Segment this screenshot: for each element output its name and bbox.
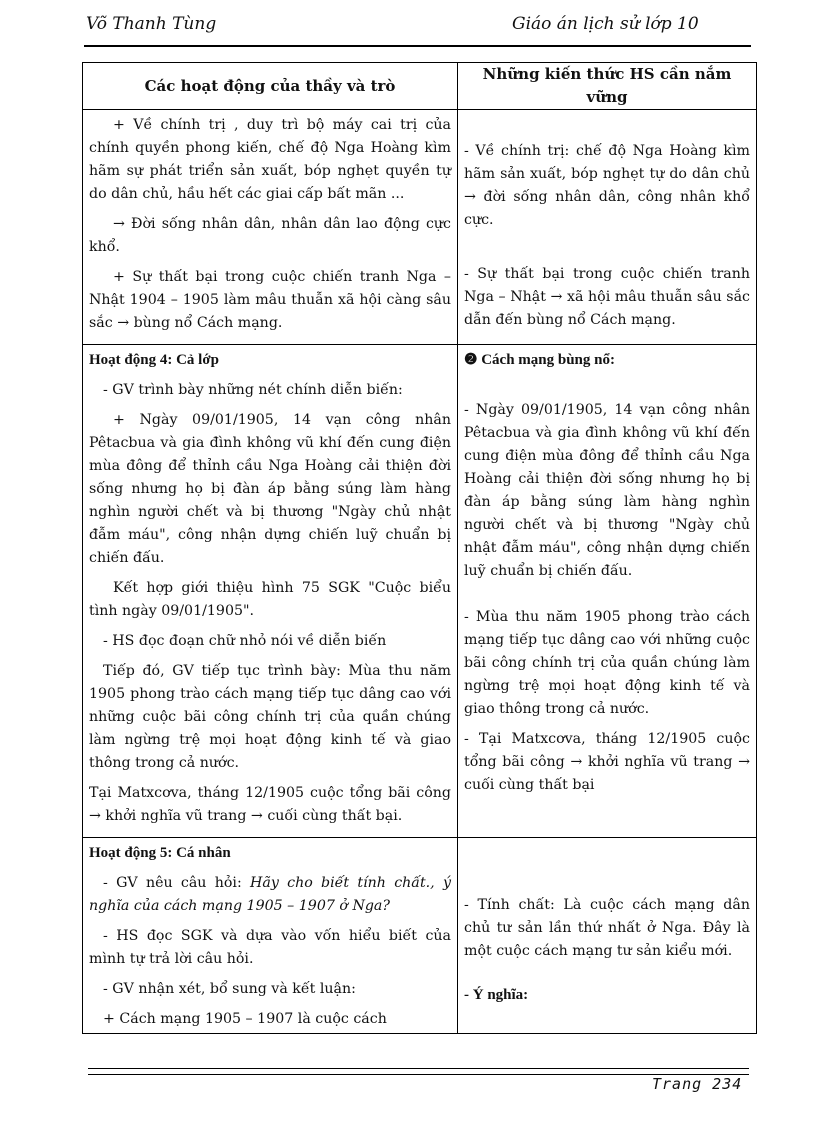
paragraph: Tại Matxcơva, tháng 12/1905 cuộc tổng bãi công → khởi nghĩa vũ trang → cuối cùng thất bại. xyxy=(89,785,451,824)
row1-left-cell xyxy=(83,110,458,345)
page-number: Trang 234 xyxy=(652,1075,743,1093)
paragraph: - Mùa thu năm 1905 phong trào cách mạng tiếp tục dâng cao với những cuộc bãi công chính trị của quần chúng làm ngừng trệ mọi hoạt động kinh tế và giao thông trong cả nước. xyxy=(464,609,750,717)
activity-title: Hoạt động 4: Cả lớp xyxy=(89,352,219,368)
row2-right-cell xyxy=(458,345,757,838)
header-author: Võ Thanh Tùng xyxy=(86,14,217,34)
col2-header: Những kiến thức HS cần nắm vững xyxy=(458,63,757,110)
paragraph: - Về chính trị: chế độ Nga Hoàng kìm hãm sản xuất, bóp nghẹt tự do dân chủ → đời sống nhân dân, công nhân khổ cực. xyxy=(464,143,750,228)
paragraph: + Về chính trị , duy trì bộ máy cai trị của chính quyền phong kiến, chế độ Nga Hoàng kìm hãm sự phát triển sản xuất, bóp nghẹt quyền tự do dân chủ, hầu hết các giai cấp bất mãn ... xyxy=(89,117,451,202)
row3-left-cell xyxy=(83,838,458,1034)
paragraph: - HS đọc đoạn chữ nhỏ nói về diễn biến xyxy=(103,633,387,649)
paragraph: - Ngày 09/01/1905, 14 vạn công nhân Pêtacbua và gia đình không vũ khí đến cung điện mùa đông để thỉnh cầu Nga Hoàng cải thiện đời sống nhưng họ bị đàn áp bằng súng làm hàng nghìn người chết và bị thương "Ngày chủ nhật đẫm máu", công nhận dựng chiến luỹ chuẩn bị chiến đấu. xyxy=(464,402,750,579)
meaning-label: - Ý nghĩa: xyxy=(464,987,529,1003)
row3-right-cell xyxy=(458,838,757,1034)
paragraph: - Sự thất bại trong cuộc chiến tranh Nga – Nhật → xã hội mâu thuẫn sâu sắc dẫn đến bùng nổ Cách mạng. xyxy=(464,266,750,328)
header-divider xyxy=(84,45,751,47)
activity-title: Hoạt động 5: Cá nhân xyxy=(89,845,231,861)
table-row xyxy=(83,345,757,838)
paragraph: - GV nhận xét, bổ sung và kết luận: xyxy=(103,981,356,997)
row2-left-cell xyxy=(83,345,458,838)
paragraph: - Tại Matxcơva, tháng 12/1905 cuộc tổng bãi công → khởi nghĩa vũ trang → cuối cùng thất bại xyxy=(464,731,750,793)
paragraph: + Sự thất bại trong cuộc chiến tranh Nga – Nhật 1904 – 1905 làm mâu thuẫn xã hội càng sâu sắc → bùng nổ Cách mạng. xyxy=(89,269,451,331)
table-header-row xyxy=(83,63,757,110)
question-prefix: - GV nêu câu hỏi: xyxy=(103,875,251,891)
paragraph: - Tính chất: Là cuộc cách mạng dân chủ tư sản lần thứ nhất ở Nga. Đây là một cuộc cách mạng tư sản kiểu mới. xyxy=(464,897,750,959)
footer-divider xyxy=(88,1068,749,1075)
paragraph: Tiếp đó, GV tiếp tục trình bày: Mùa thu năm 1905 phong trào cách mạng tiếp tục dâng cao với những cuộc bãi công chính trị của quần chúng làm ngừng trệ mọi hoạt động kinh tế và giao thông trong cả nước. xyxy=(89,663,451,771)
paragraph: + Cách mạng 1905 – 1907 là cuộc cách xyxy=(103,1011,387,1027)
row1-right-cell xyxy=(458,110,757,345)
question-text: Hãy cho biết tính chất., ý nghĩa của cách mạng 1905 – 1907 ở Nga? xyxy=(89,875,451,914)
section-title: ❷ Cách mạng bùng nổ: xyxy=(464,352,615,368)
paragraph: - GV trình bày những nét chính diễn biến: xyxy=(103,382,403,398)
lesson-table xyxy=(82,62,757,1034)
header-subject: Giáo án lịch sử lớp 10 xyxy=(512,14,699,34)
paragraph: → Đời sống nhân dân, nhân dân lao động cực khổ. xyxy=(89,216,451,255)
paragraph: - HS đọc SGK và dựa vào vốn hiểu biết của mình tự trả lời câu hỏi. xyxy=(89,928,451,967)
table-row xyxy=(83,838,757,1034)
paragraph: Kết hợp giới thiệu hình 75 SGK "Cuộc biểu tình ngày 09/01/1905". xyxy=(89,580,451,619)
paragraph: + Ngày 09/01/1905, 14 vạn công nhân Pêtacbua và gia đình không vũ khí đến cung điện mùa đông để thỉnh cầu Nga Hoàng cải thiện đời sống nhưng họ bị đàn áp bằng súng làm hàng nghìn người chết và bị thương "Ngày chủ nhật đẫm máu", công nhận dựng chiến luỹ chuẩn bị chiến đấu. xyxy=(89,412,451,566)
question-paragraph xyxy=(89,872,451,918)
col1-header: Các hoạt động của thầy và trò xyxy=(83,63,458,110)
table-row xyxy=(83,110,757,345)
